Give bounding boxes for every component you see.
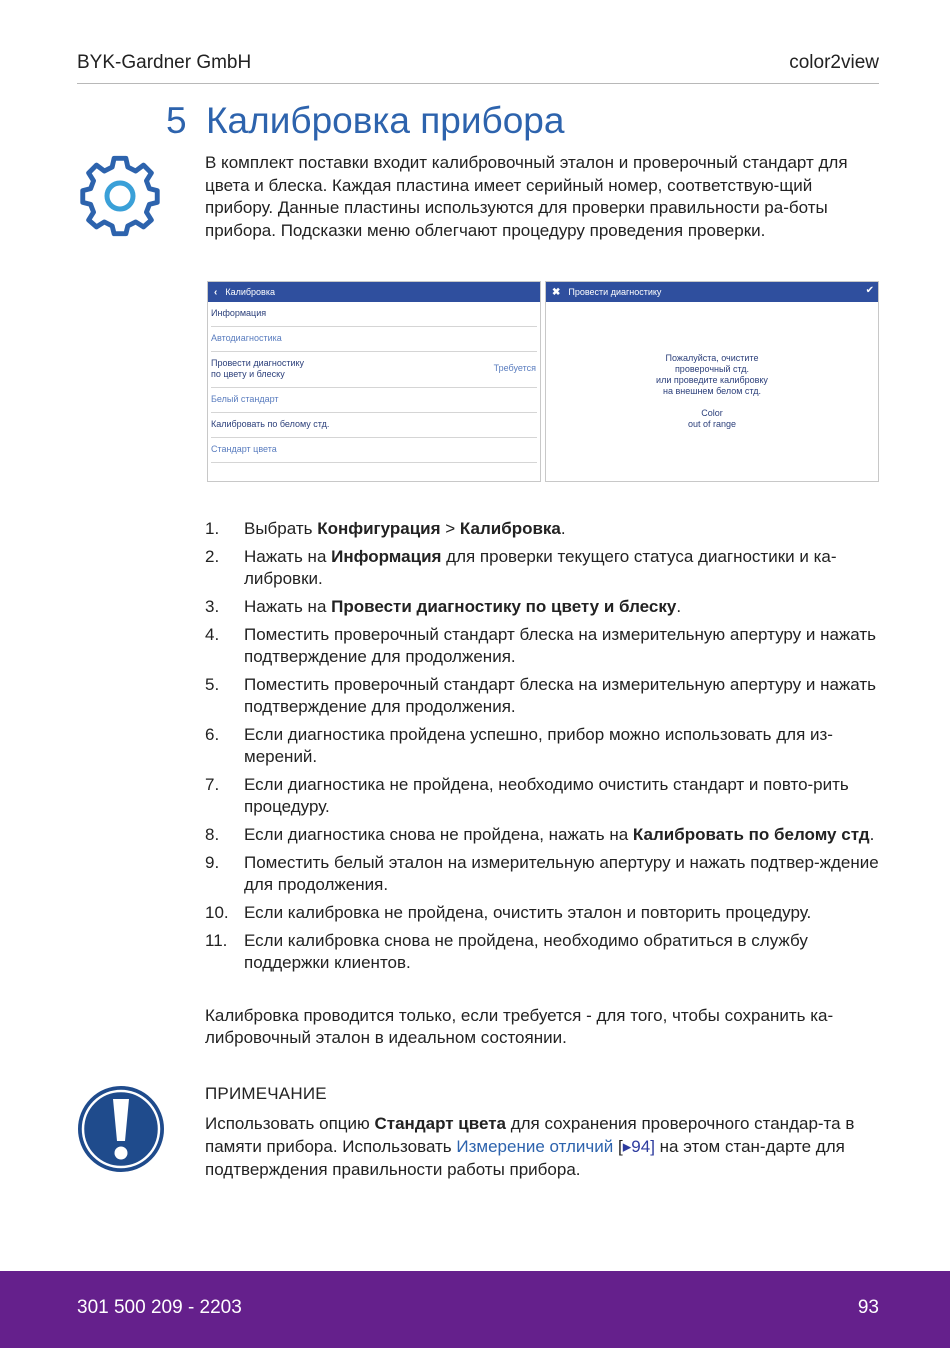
step-text: . (676, 597, 682, 616)
chapter-title (166, 100, 564, 142)
check-icon: ✔ (865, 285, 874, 296)
step-ui-term: Конфигурация (317, 519, 441, 538)
step-text: Если калибровка снова не пройдена, необходимо обратиться в службу поддержки клиентов. (244, 931, 808, 972)
step-text: Нажать на (244, 547, 332, 566)
step-number: 10. (205, 903, 229, 922)
step-number: 8. (205, 825, 220, 844)
note-text: для сохранения проверочного стандар-та в памяти прибора. Использовать (205, 1114, 855, 1156)
diagnostics-screenshot (545, 281, 879, 482)
procedure-step (205, 596, 881, 618)
menu-item-label-line: Информация (211, 308, 267, 318)
menu-item-status: Требуется (493, 363, 536, 373)
step-ui-term: Информация (331, 547, 442, 566)
footer-doc-number: 301 500 209 - 2203 (77, 1297, 242, 1318)
step-number: 9. (205, 853, 220, 872)
page-ref-arrow-icon[interactable]: ▸ (622, 1137, 632, 1156)
chapter-number: 5 (166, 100, 187, 141)
closing-paragraph: Калибровка проводится только, если требуется - для того, чтобы сохранить ка-либровочный эталон в идеальном состоянии. (205, 1006, 834, 1047)
note-text: Использовать опцию (205, 1114, 375, 1133)
menu-item-label (211, 327, 537, 351)
step-text: Выбрать (244, 519, 318, 538)
diagnostics-status-line: out of range (687, 419, 737, 429)
step-number: 7. (205, 775, 220, 794)
intro-paragraph: В комплект поставки входит калибровочный эталон и проверочный стандарт для цвета и блеска. Каждая пластина имеет серийный номер, соответствую-щий прибору. Данные пластины используются для проверки правильности ра-боты прибора. Подсказки меню облегчают процедуру проведения проверки. (205, 153, 848, 240)
calibration-title: Калибровка (225, 287, 275, 297)
step-number: 1. (205, 519, 220, 538)
menu-item-label-line: Стандарт цвета (211, 444, 277, 454)
header-company: BYK-Gardner GmbH (77, 52, 252, 73)
header-divider (77, 83, 879, 84)
menu-item-label-line: Калибровать по белому стд. (211, 419, 330, 429)
step-text: Если калибровка не пройдена, очистить эталон и повторить процедуру. (244, 903, 812, 922)
step-number: 6. (205, 725, 220, 744)
procedure-steps (205, 518, 881, 980)
note-text: на этом стан-дарте для подтверждения правильности работы прибора. (205, 1137, 845, 1179)
procedure-step (205, 774, 881, 818)
step-text: для проверки текущего статуса диагностики и ка-либровки. (244, 547, 837, 588)
procedure-step (205, 674, 881, 718)
footer-bar (0, 1271, 950, 1348)
step-number: 3. (205, 597, 220, 616)
step-number: 11. (205, 931, 228, 950)
calibration-menu-list (208, 302, 540, 463)
diagnostics-message-line: на внешнем белом стд. (663, 386, 761, 396)
calibration-menu-item[interactable] (211, 438, 537, 463)
diagnostics-message-line: или проведите калибровку (656, 375, 768, 385)
procedure-step (205, 902, 881, 924)
page-ref-link[interactable]: 94] (631, 1137, 655, 1156)
step-text: Если диагностика снова не пройдена, нажать на (244, 825, 633, 844)
gear-icon (80, 155, 160, 237)
step-text: Поместить проверочный стандарт блеска на измерительную апертуру и нажать подтверждение для продолжения. (244, 675, 877, 716)
step-ui-term: Калибровать по белому стд (632, 825, 870, 844)
step-number: 5. (205, 675, 220, 694)
menu-item-label (211, 438, 537, 462)
diagnostics-message-line: Пожалуйста, очистите (665, 353, 759, 363)
chevron-left-icon: ‹ (214, 286, 218, 298)
diagnostics-status-line: Color (701, 408, 723, 418)
menu-item-label (211, 388, 537, 412)
step-text: . (869, 825, 875, 844)
step-number: 4. (205, 625, 220, 644)
procedure-step (205, 546, 881, 590)
procedure-step (205, 624, 881, 668)
calibration-menu-screenshot (207, 281, 541, 482)
step-text: Если диагностика не пройдена, необходимо очистить стандарт и повто-рить процедуру. (244, 775, 849, 816)
calibration-menu-item[interactable] (211, 352, 537, 388)
step-text: Нажать на (244, 597, 332, 616)
menu-item-label-line: Белый стандарт (211, 394, 279, 404)
calibration-menu-item[interactable] (211, 302, 537, 327)
menu-item-label-line: Провести диагностику (211, 358, 305, 368)
difference-measurement-link[interactable]: Измерение отличий (456, 1137, 614, 1156)
diagnostics-title: Провести диагностику (568, 287, 662, 297)
menu-item-label-line: Автодиагностика (211, 333, 282, 343)
diagnostics-message (546, 353, 878, 430)
diagnostics-title-bar (546, 282, 878, 302)
procedure-step (205, 852, 881, 896)
diagnostics-message-line: проверочный стд. (674, 364, 750, 374)
note-ref-bracket: [ (613, 1137, 623, 1156)
calibration-title-bar (208, 282, 540, 302)
menu-item-label (211, 352, 537, 387)
procedure-step (205, 724, 881, 768)
step-text: Если диагностика пройдена успешно, прибор можно использовать для из-мерений. (244, 725, 833, 766)
menu-item-label-line: по цвету и блеску (211, 369, 285, 379)
note-title: ПРИМЕЧАНИЕ (205, 1084, 327, 1103)
procedure-step (205, 930, 881, 974)
menu-item-label (211, 413, 537, 437)
step-ui-term: Калибровка (459, 519, 561, 538)
step-number: 2. (205, 547, 220, 566)
procedure-step (205, 824, 881, 846)
procedure-step (205, 518, 881, 540)
menu-item-label (211, 302, 537, 326)
step-ui-term: Провести диагностику по цвету и блеску (331, 597, 677, 616)
calibration-menu-item[interactable] (211, 413, 537, 438)
step-text: . (560, 519, 566, 538)
footer-page-number: 93 (857, 1297, 879, 1318)
note-bold-term: Стандарт цвета (374, 1114, 506, 1133)
note-body (205, 1112, 881, 1181)
step-text: Поместить белый эталон на измерительную апертуру и нажать подтвер-ждение для продолжения. (244, 853, 879, 894)
close-icon: ✖ (552, 286, 561, 298)
chapter-title-text: Калибровка прибора (206, 100, 565, 141)
exclamation-icon (77, 1085, 165, 1173)
step-text: Поместить проверочный стандарт блеска на измерительную апертуру и нажать подтверждение для продолжения. (244, 625, 877, 666)
step-text: > (440, 519, 460, 538)
header-product: color2view (789, 52, 879, 73)
calibration-menu-item[interactable] (211, 327, 537, 352)
calibration-menu-item[interactable] (211, 388, 537, 413)
